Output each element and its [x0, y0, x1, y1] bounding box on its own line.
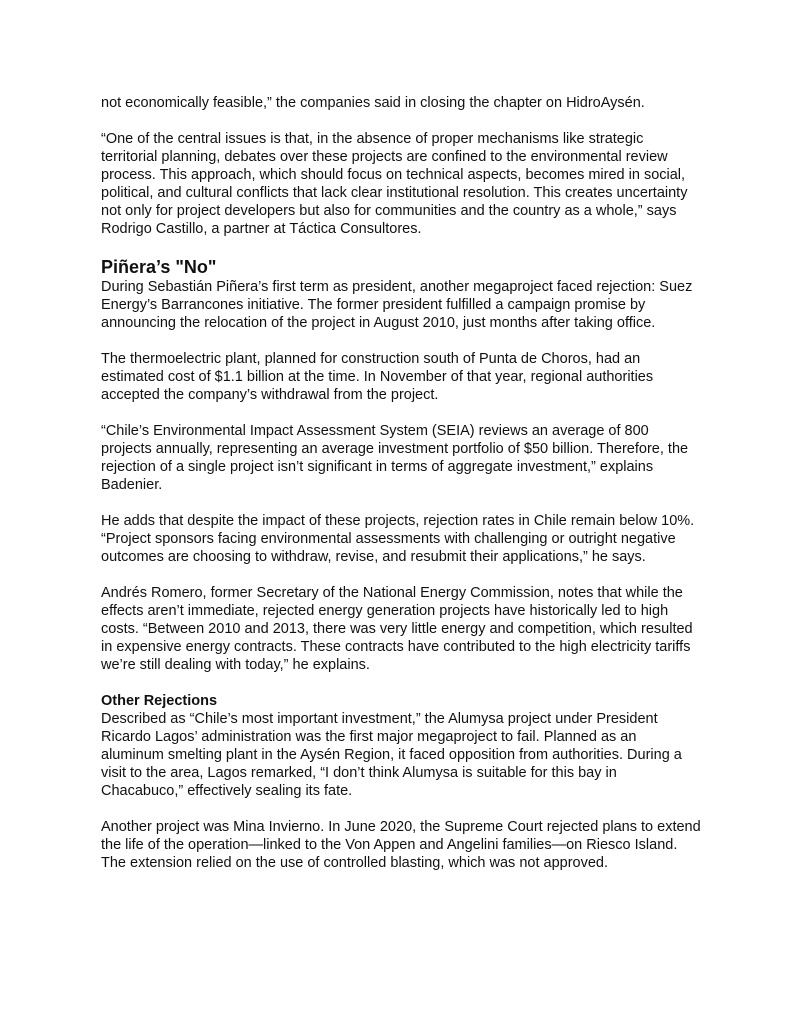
paragraph-hidroaysen-closing: not economically feasible,” the companies said in closing the chapter on HidroAysén.	[101, 95, 645, 111]
document-page	[101, 94, 701, 890]
paragraph-rejection-rates: He adds that despite the impact of these projects, rejection rates in Chile remain below 10%. “Project sponsors facing environmental assessments with challenging or outright negative outcomes are choosing to withdraw, revise, and resubmit their applications,” he says.	[101, 513, 695, 565]
paragraph-mina-invierno: Another project was Mina Invierno. In June 2020, the Supreme Court rejected plans to extend the life of the operation—linked to the Von Appen and Angelini families—on Riesco Island. The extension relied on the use of controlled blasting, which was not approved.	[101, 819, 701, 871]
paragraph-barrancones: During Sebastián Piñera’s first term as president, another megaproject faced rejection: Suez Energy’s Barrancones initiative. The former president fulfilled a campaign promise by announcing the relocation of the project in August 2010, just months after taking office.	[101, 279, 693, 331]
paragraph-castillo-quote: “One of the central issues is that, in the absence of proper mechanisms like strategic territorial planning, debates over these projects are confined to the environmental review process. This approach, which should focus on technical aspects, becomes mired in social, political, and cultural conflicts that lack clear institutional resolution. This creates uncertainty not only for project developers but also for communities and the country as a whole,” says Rodrigo Castillo, a partner at Táctica Consultores.	[101, 131, 688, 237]
paragraph-romero: Andrés Romero, former Secretary of the National Energy Commission, notes that while the effects aren’t immediate, rejected energy generation projects have historically led to high costs. “Between 2010 and 2013, there was very little energy and competition, which resulted in expensive energy contracts. These contracts have contributed to the high electricity tariffs we’re still dealing with today,” he explains.	[101, 585, 693, 673]
section-heading-other-rejections: Other Rejections	[101, 693, 218, 709]
section-heading-pinera: Piñera’s "No"	[101, 257, 217, 277]
paragraph-seia-quote: “Chile’s Environmental Impact Assessment System (SEIA) reviews an average of 800 projects annually, representing an average investment portfolio of $50 billion. Therefore, the rejection of a single project isn’t significant in terms of aggregate investment,” explains Badenier.	[101, 423, 689, 493]
paragraph-alumysa: Described as “Chile’s most important investment,” the Alumysa project under President Ricardo Lagos’ administration was the first major megaproject to fail. Planned as an aluminum smelting plant in the Aysén Region, it faced opposition from authorities. During a visit to the area, Lagos remarked, “I don’t think Alumysa is suitable for this bay in Chacabuco,” effectively sealing its fate.	[101, 711, 682, 799]
paragraph-thermoelectric-plant: The thermoelectric plant, planned for construction south of Punta de Choros, had an estimated cost of $1.1 billion at the time. In November of that year, regional authorities accepted the company’s withdrawal from the project.	[101, 351, 654, 403]
